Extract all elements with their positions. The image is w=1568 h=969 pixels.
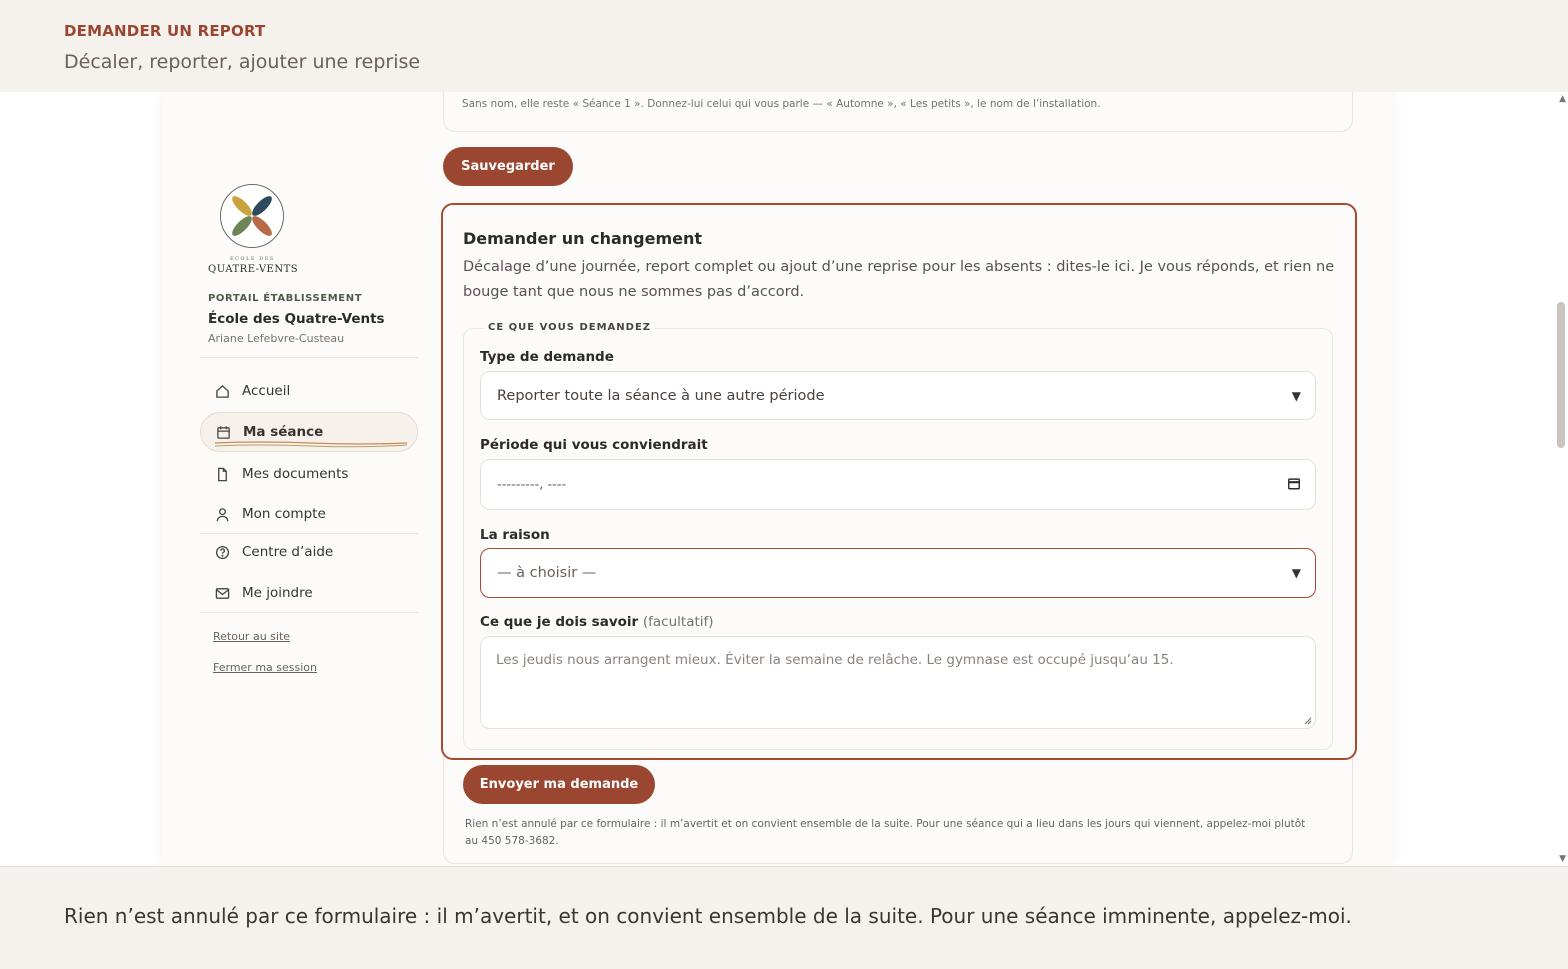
- request-type-value: Reporter toute la séance à une autre période: [497, 387, 825, 404]
- active-underline-decoration: [215, 440, 407, 448]
- notes-label-text: Ce que je dois savoir: [480, 614, 639, 630]
- scrollbar-thumb[interactable]: [1557, 302, 1565, 448]
- sidebar-divider: [200, 357, 418, 358]
- type-label: Type de demande: [480, 349, 614, 365]
- change-request-title: Demander un changement: [463, 229, 703, 248]
- chevron-down-icon: ▼: [1291, 388, 1301, 403]
- mail-icon: [214, 585, 230, 601]
- scroll-up-arrow-icon[interactable]: ▲: [1559, 94, 1566, 104]
- back-to-site-link[interactable]: Retour au site: [213, 630, 291, 643]
- sidebar-item-ma-seance[interactable]: [200, 412, 418, 452]
- footer-note: Rien n’est annulé par ce formulaire : il m’avertit, et on convient ensemble de la suite. Pour une séance imminente, appelez-moi.: [64, 904, 1352, 928]
- notes-textarea[interactable]: [480, 636, 1316, 729]
- pinwheel-logo-icon: [221, 185, 283, 247]
- content-viewport: [0, 92, 1568, 866]
- sidebar-item-label: Centre d’aide: [242, 544, 334, 560]
- sidebar-item-label: Mon compte: [242, 506, 326, 522]
- sidebar-item-accueil[interactable]: [200, 371, 418, 411]
- reason-select[interactable]: [480, 548, 1316, 598]
- reason-value: — à choisir —: [497, 565, 597, 581]
- submit-request-button[interactable]: Envoyer ma demande: [463, 765, 655, 804]
- sidebar-item-label: Ma séance: [243, 424, 324, 440]
- calendar-picker-icon[interactable]: [1287, 476, 1301, 493]
- request-type-select[interactable]: [480, 371, 1316, 420]
- sidebar-divider: [200, 612, 418, 613]
- logo-wordmark: QUATRE-VENTS: [208, 264, 299, 275]
- help-icon: [214, 544, 230, 560]
- page-footer: [0, 866, 1568, 969]
- sidebar-item-label: Accueil: [242, 383, 291, 399]
- notes-label: [480, 614, 714, 630]
- period-label: Période qui vous conviendrait: [480, 437, 708, 453]
- sidebar-item-documents[interactable]: [200, 454, 418, 494]
- user-name: Ariane Lefebvre-Custeau: [208, 332, 345, 345]
- reason-label: La raison: [480, 527, 550, 543]
- notes-placeholder: Les jeudis nous arrangent mieux. Éviter la semaine de relâche. Le gymnase est occupé jusqu’au 15.: [496, 652, 1174, 668]
- portal-label: PORTAIL ÉTABLISSEMENT: [208, 293, 363, 304]
- calendar-icon: [215, 424, 231, 440]
- sidebar-item-joindre[interactable]: [200, 573, 418, 613]
- home-icon: [214, 383, 230, 399]
- sidebar-item-aide[interactable]: [200, 532, 418, 572]
- scroll-down-arrow-icon[interactable]: ▼: [1559, 854, 1566, 864]
- school-logo: [220, 184, 284, 248]
- notes-optional-tag: (facultatif): [642, 614, 714, 630]
- save-button[interactable]: Sauvegarder: [443, 147, 573, 186]
- change-request-description: Décalage d’une journée, report complet ou ajout d’une reprise pour les absents : dites-le ici. Je vous réponds, et rien ne bouge tant que nous ne sommes pas d’accord.: [463, 259, 1335, 300]
- sidebar-item-compte[interactable]: [200, 494, 418, 534]
- logout-link[interactable]: Fermer ma session: [213, 661, 317, 674]
- sidebar-item-label: Mes documents: [242, 466, 349, 482]
- fieldset-legend: CE QUE VOUS DEMANDEZ: [484, 322, 655, 333]
- page-header: [0, 0, 1568, 92]
- sidebar-item-label: Me joindre: [242, 585, 313, 601]
- document-icon: [214, 466, 230, 482]
- school-name: École des Quatre-Vents: [208, 311, 385, 327]
- page-subtitle: Décaler, reporter, ajouter une reprise: [64, 51, 421, 73]
- request-footnote: Rien n’est annulé par ce formulaire : il m’avertit et on convient ensemble de la suite. Pour une séance qui a lieu dans les jours qui viennent, appelez-moi plutôt au 450 578-3682.: [465, 818, 1306, 847]
- page-kicker: DEMANDER UN REPORT: [64, 22, 266, 40]
- session-name-hint: Sans nom, elle reste « Séance 1 ». Donnez-lui celui qui vous parle — « Automne », « Les petits », le nom de l’installation.: [462, 98, 1101, 110]
- chevron-down-icon: ▼: [1291, 566, 1301, 580]
- resize-handle-icon[interactable]: [1304, 717, 1312, 725]
- user-icon: [214, 506, 230, 522]
- scrollbar[interactable]: [1553, 92, 1568, 866]
- period-value: ---------, ----: [497, 477, 567, 492]
- logo-caption: ÉCOLE DES: [230, 256, 275, 262]
- period-month-input[interactable]: [480, 459, 1316, 510]
